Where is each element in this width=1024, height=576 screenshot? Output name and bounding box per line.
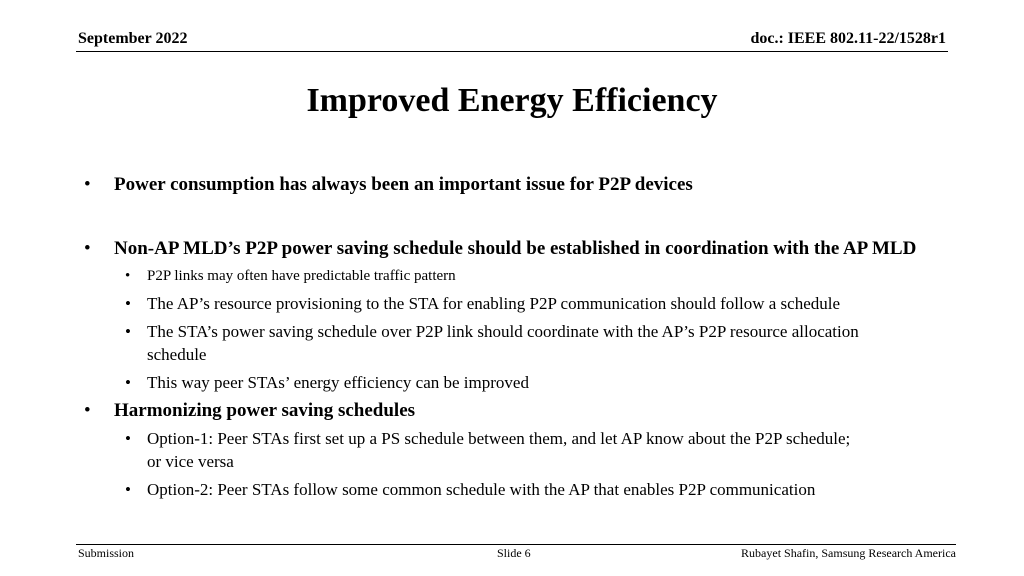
sub-bullet-text: P2P links may often have predictable traffic pattern bbox=[147, 268, 456, 284]
sub-bullet-item bbox=[84, 427, 954, 473]
bullet-list bbox=[84, 170, 954, 501]
footer-slide-number: Slide 6 bbox=[497, 546, 531, 560]
bullet-item bbox=[84, 236, 954, 261]
bullet-icon: • bbox=[125, 294, 131, 313]
header-date: September 2022 bbox=[78, 30, 188, 47]
sub-bullet-item bbox=[84, 371, 954, 394]
bullet-text: Power consumption has always been an important issue for P2P devices bbox=[114, 174, 693, 195]
sub-bullet-item bbox=[84, 265, 954, 288]
sub-bullet-text: The AP’s resource provisioning to the STA for enabling P2P communication should follow a schedule bbox=[147, 294, 841, 313]
header-divider bbox=[76, 51, 948, 52]
sub-bullet-text: This way peer STAs’ energy efficiency can be improved bbox=[147, 373, 529, 392]
bullet-text: Non-AP MLD’s P2P power saving schedule should be established in coordination with the AP MLD bbox=[114, 238, 917, 259]
sub-bullet-item bbox=[84, 292, 954, 315]
bullet-icon: • bbox=[125, 373, 131, 392]
bullet-icon: • bbox=[125, 480, 131, 499]
footer-submission: Submission bbox=[78, 546, 135, 560]
bullet-item bbox=[84, 172, 954, 197]
sub-bullet-item bbox=[84, 320, 954, 366]
bullet-icon: • bbox=[125, 429, 131, 448]
bullet-icon: • bbox=[84, 238, 91, 259]
slide-title: Improved Energy Efficiency bbox=[306, 82, 718, 119]
bullet-text: Harmonizing power saving schedules bbox=[114, 400, 416, 421]
bullet-icon: • bbox=[84, 400, 91, 421]
footer-divider bbox=[76, 544, 956, 545]
sub-bullet-item bbox=[84, 478, 954, 501]
bullet-icon: • bbox=[125, 268, 131, 284]
sub-bullet-text: Option-1: Peer STAs first set up a PS schedule between them, and let AP know about the P2P schedule; or vice versa bbox=[147, 429, 851, 471]
footer-author: Rubayet Shafin, Samsung Research America bbox=[741, 546, 956, 560]
sub-bullet-text: The STA’s power saving schedule over P2P link should coordinate with the AP’s P2P resource allocation schedule bbox=[147, 322, 859, 364]
bullet-icon: • bbox=[84, 174, 91, 195]
bullet-item bbox=[84, 398, 954, 423]
bullet-icon: • bbox=[125, 322, 131, 341]
sub-bullet-text: Option-2: Peer STAs follow some common schedule with the AP that enables P2P communication bbox=[147, 480, 816, 499]
header-doc-id: doc.: IEEE 802.11-22/1528r1 bbox=[750, 30, 946, 47]
